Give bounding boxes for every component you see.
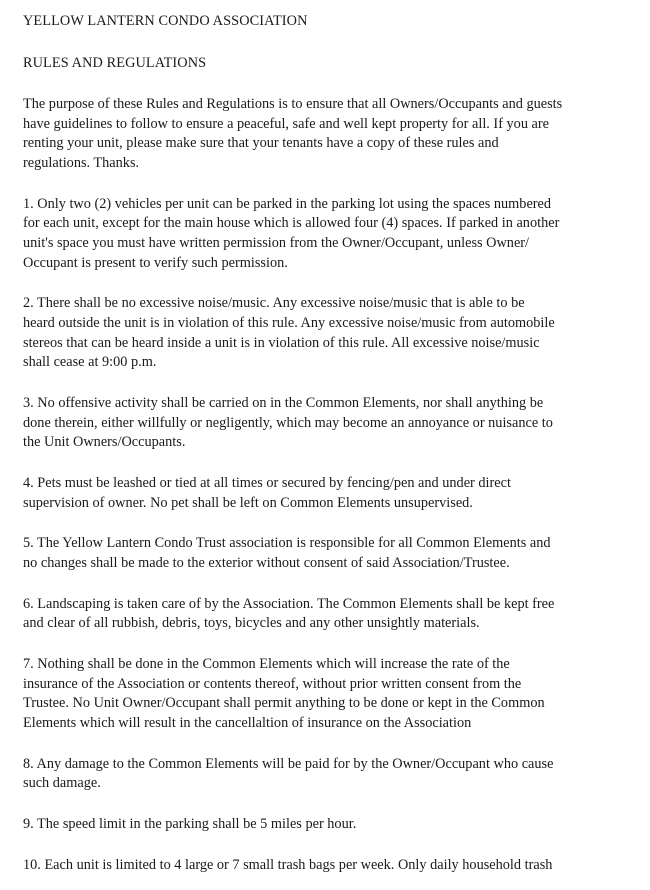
rule-1 bbox=[23, 195, 642, 273]
intro-line: regulations. Thanks. bbox=[23, 154, 140, 171]
rule-5 bbox=[23, 534, 642, 573]
rule-line: 6. Landscaping is taken care of by the Association. The Common Elements shall be kept free bbox=[23, 595, 555, 612]
rule-4 bbox=[23, 474, 642, 513]
intro-paragraph bbox=[23, 95, 642, 173]
rule-line: Trustee. No Unit Owner/Occupant shall permit anything to be done or kept in the Common bbox=[23, 695, 545, 712]
document-title: YELLOW LANTERN CONDO ASSOCIATION bbox=[23, 13, 308, 29]
intro-line: have guidelines to follow to ensure a peaceful, safe and well kept property for all. If you are bbox=[23, 115, 550, 132]
rule-line: for each unit, except for the main house which is allowed four (4) spaces. If parked in another bbox=[23, 215, 560, 232]
rule-line: 2. There shall be no excessive noise/music. Any excessive noise/music that is able to be bbox=[23, 295, 525, 312]
rule-8 bbox=[23, 755, 642, 794]
rule-line: Elements which will result in the cancellaltion of insurance on the Association bbox=[23, 714, 472, 731]
rules-list bbox=[23, 195, 642, 876]
rule-line: 3. No offensive activity shall be carried on in the Common Elements, nor shall anything be bbox=[23, 395, 544, 411]
rule-6 bbox=[23, 595, 642, 634]
rule-9 bbox=[23, 815, 642, 835]
intro-line: renting your unit, please make sure that your tenants have a copy of these rules and bbox=[23, 135, 499, 152]
rule-line: 5. The Yellow Lantern Condo Trust association is responsible for all Common Elements and bbox=[23, 535, 551, 552]
rule-line: heard outside the unit is in violation of this rule. Any excessive noise/music from automobile bbox=[23, 315, 555, 332]
rule-line: the Unit Owners/Occupants. bbox=[23, 434, 186, 451]
rule-line: 7. Nothing shall be done in the Common Elements which will increase the rate of the bbox=[23, 656, 510, 673]
intro-line: The purpose of these Rules and Regulations is to ensure that all Owners/Occupants and guests bbox=[23, 96, 563, 112]
rule-line: unit's space you must have written permission from the Owner/Occupant, unless Owner/ bbox=[23, 235, 530, 252]
rule-line: 9. The speed limit in the parking shall be 5 miles per hour. bbox=[23, 816, 357, 833]
rule-line: and clear of all rubbish, debris, toys, bicycles and any other unsightly materials. bbox=[23, 615, 480, 632]
rule-3 bbox=[23, 394, 642, 453]
rule-line: insurance of the Association or contents thereof, without prior written consent from the bbox=[23, 675, 522, 692]
document-subtitle: RULES AND REGULATIONS bbox=[23, 55, 207, 71]
rule-line: shall cease at 9:00 p.m. bbox=[23, 354, 157, 371]
rule-line: 4. Pets must be leashed or tied at all times or secured by fencing/pen and under direct bbox=[23, 474, 511, 491]
rule-line: such damage. bbox=[23, 775, 101, 792]
rule-line: no changes shall be made to the exterior without consent of said Association/Trustee. bbox=[23, 554, 510, 571]
rule-line: done therein, either willfully or negligently, which may become an annoyance or nuisance to bbox=[23, 414, 553, 431]
rule-line: 10. Each unit is limited to 4 large or 7 small trash bags per week. Only daily household trash bbox=[23, 856, 553, 873]
rule-line: 8. Any damage to the Common Elements will be paid for by the Owner/Occupant who cause bbox=[23, 755, 554, 772]
rule-10 bbox=[23, 856, 642, 876]
rule-line: 1. Only two (2) vehicles per unit can be parked in the parking lot using the spaces numbered bbox=[23, 195, 552, 212]
rule-2 bbox=[23, 294, 642, 372]
rule-line: stereos that can be heard inside a unit is in violation of this rule. All excessive noise/music bbox=[23, 334, 540, 351]
rule-line: Occupant is present to verify such permission. bbox=[23, 254, 288, 271]
rule-7 bbox=[23, 655, 642, 733]
rule-line: supervision of owner. No pet shall be left on Common Elements unsupervised. bbox=[23, 494, 473, 511]
